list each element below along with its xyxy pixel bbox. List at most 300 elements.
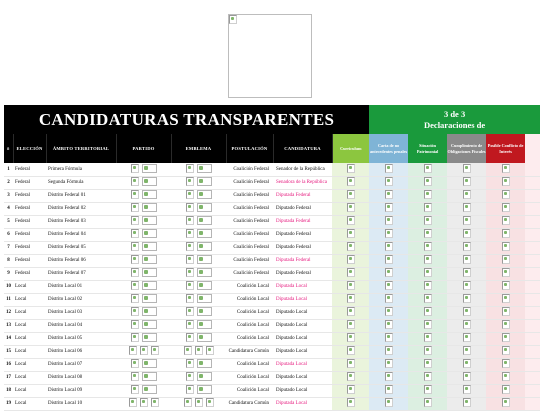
row-number: 9 — [4, 267, 13, 280]
row-conflicto — [486, 267, 525, 280]
conflicto-document-icon[interactable] — [502, 385, 510, 394]
conflicto-document-icon[interactable] — [502, 359, 510, 368]
emblem-image-icon — [197, 281, 212, 290]
curriculum-document-icon[interactable] — [347, 190, 355, 199]
row-postulacion: Coalición Federal — [226, 202, 273, 215]
party-logo-icon — [131, 203, 139, 212]
conflicto-document-icon[interactable] — [502, 203, 510, 212]
row-spacer — [525, 280, 540, 293]
row-spacer — [525, 176, 540, 189]
row-situacion — [408, 241, 447, 254]
carta-document-icon[interactable] — [385, 177, 393, 186]
row-ambito: Distrito Federal 02 — [46, 202, 116, 215]
row-curriculum — [332, 397, 369, 410]
table-row — [4, 345, 540, 358]
party-logo-icon — [131, 333, 139, 342]
situacion-document-icon[interactable] — [424, 268, 432, 277]
row-eleccion: Federal — [13, 267, 46, 280]
row-spacer — [525, 202, 540, 215]
row-eleccion: Local — [13, 293, 46, 306]
situacion-document-icon[interactable] — [424, 359, 432, 368]
fiscales-document-icon[interactable] — [463, 372, 471, 381]
row-conflicto — [486, 345, 525, 358]
row-emblema — [171, 189, 226, 202]
row-ambito: Segunda Fórmula — [46, 176, 116, 189]
curriculum-document-icon[interactable] — [347, 398, 355, 407]
row-partido — [116, 267, 171, 280]
party-image-icon — [142, 177, 157, 186]
row-emblema — [171, 397, 226, 410]
row-partido — [116, 384, 171, 397]
situacion-document-icon[interactable] — [424, 203, 432, 212]
conflicto-document-icon[interactable] — [502, 398, 510, 407]
row-candidatura: Diputado Federal — [273, 241, 332, 254]
curriculum-document-icon[interactable] — [347, 281, 355, 290]
party-image-icon — [142, 216, 157, 225]
conflicto-document-icon[interactable] — [502, 255, 510, 264]
situacion-document-icon[interactable] — [424, 177, 432, 186]
row-carta — [369, 371, 408, 384]
emblem-image-icon — [197, 190, 212, 199]
emblem-logo-icon — [186, 255, 194, 264]
conflicto-document-icon[interactable] — [502, 229, 510, 238]
row-emblema — [171, 254, 226, 267]
row-ambito: Distrito Local 01 — [46, 280, 116, 293]
row-carta — [369, 189, 408, 202]
row-curriculum — [332, 293, 369, 306]
carta-document-icon[interactable] — [385, 359, 393, 368]
party-image-icon — [142, 229, 157, 238]
badge-line-1: 3 de 3 — [443, 108, 466, 119]
emblem-logo-icon — [184, 398, 192, 407]
row-emblema — [171, 267, 226, 280]
row-emblema — [171, 241, 226, 254]
carta-document-icon[interactable] — [385, 385, 393, 394]
row-candidatura: Diputada Local — [273, 358, 332, 371]
fiscales-document-icon[interactable] — [463, 203, 471, 212]
page-title: CANDIDATURAS TRANSPARENTES — [4, 105, 369, 134]
row-ambito: Distrito Local 03 — [46, 306, 116, 319]
row-carta — [369, 293, 408, 306]
row-candidatura: Diputado Local — [273, 384, 332, 397]
row-spacer — [525, 228, 540, 241]
carta-document-icon[interactable] — [385, 346, 393, 355]
emblem-logo-icon — [206, 346, 214, 355]
curriculum-document-icon[interactable] — [347, 229, 355, 238]
row-ambito: Distrito Federal 01 — [46, 189, 116, 202]
row-conflicto — [486, 280, 525, 293]
row-number: 17 — [4, 371, 13, 384]
situacion-document-icon[interactable] — [424, 333, 432, 342]
situacion-document-icon[interactable] — [424, 320, 432, 329]
situacion-document-icon[interactable] — [424, 398, 432, 407]
fiscales-document-icon[interactable] — [463, 216, 471, 225]
curriculum-document-icon[interactable] — [347, 164, 355, 173]
row-postulacion: Coalición Local — [226, 371, 273, 384]
conflicto-document-icon[interactable] — [502, 333, 510, 342]
fiscales-document-icon[interactable] — [463, 229, 471, 238]
party-logo-icon — [131, 177, 139, 186]
row-ambito: Distrito Local 08 — [46, 371, 116, 384]
row-carta — [369, 358, 408, 371]
header-situacion-patrimonial: Situación Patrimonial — [408, 134, 447, 163]
row-situacion — [408, 345, 447, 358]
situacion-document-icon[interactable] — [424, 346, 432, 355]
emblem-logo-icon — [186, 385, 194, 394]
party-image-icon — [142, 372, 157, 381]
conflicto-document-icon[interactable] — [502, 320, 510, 329]
carta-document-icon[interactable] — [385, 164, 393, 173]
row-fiscales — [447, 345, 486, 358]
row-postulacion: Coalición Federal — [226, 228, 273, 241]
row-situacion — [408, 280, 447, 293]
row-postulacion: Coalición Federal — [226, 215, 273, 228]
fiscales-document-icon[interactable] — [463, 333, 471, 342]
row-postulacion: Coalición Local — [226, 306, 273, 319]
party-image-icon — [142, 268, 157, 277]
row-curriculum — [332, 371, 369, 384]
party-logo-icon — [131, 320, 139, 329]
row-eleccion: Federal — [13, 254, 46, 267]
row-ambito: Distrito Local 04 — [46, 319, 116, 332]
row-candidatura: Diputado Local — [273, 332, 332, 345]
curriculum-document-icon[interactable] — [347, 242, 355, 251]
header-curriculum: Curriculum — [332, 134, 369, 163]
row-number: 7 — [4, 241, 13, 254]
fiscales-document-icon[interactable] — [463, 177, 471, 186]
row-partido — [116, 228, 171, 241]
fiscales-document-icon[interactable] — [463, 281, 471, 290]
row-ambito: Distrito Federal 06 — [46, 254, 116, 267]
row-number: 1 — [4, 163, 13, 176]
row-fiscales — [447, 241, 486, 254]
emblem-logo-icon — [186, 307, 194, 316]
row-spacer — [525, 163, 540, 176]
emblem-logo-icon — [186, 190, 194, 199]
row-fiscales — [447, 215, 486, 228]
row-ambito: Distrito Local 02 — [46, 293, 116, 306]
curriculum-document-icon[interactable] — [347, 177, 355, 186]
row-partido — [116, 215, 171, 228]
party-image-icon — [142, 320, 157, 329]
emblem-logo-icon — [186, 216, 194, 225]
row-number: 19 — [4, 397, 13, 410]
curriculum-document-icon[interactable] — [347, 385, 355, 394]
row-curriculum — [332, 267, 369, 280]
carta-document-icon[interactable] — [385, 268, 393, 277]
row-conflicto — [486, 241, 525, 254]
row-postulacion: Candidatura Común — [226, 397, 273, 410]
conflicto-document-icon[interactable] — [502, 177, 510, 186]
table-row — [4, 228, 540, 241]
row-situacion — [408, 397, 447, 410]
curriculum-document-icon[interactable] — [347, 216, 355, 225]
row-postulacion: Coalición Local — [226, 332, 273, 345]
row-curriculum — [332, 319, 369, 332]
row-spacer — [525, 345, 540, 358]
carta-document-icon[interactable] — [385, 307, 393, 316]
emblem-image-icon — [197, 177, 212, 186]
row-situacion — [408, 215, 447, 228]
carta-document-icon[interactable] — [385, 203, 393, 212]
row-emblema — [171, 384, 226, 397]
curriculum-document-icon[interactable] — [347, 372, 355, 381]
carta-document-icon[interactable] — [385, 320, 393, 329]
conflicto-document-icon[interactable] — [502, 307, 510, 316]
row-candidatura: Diputada Federal — [273, 215, 332, 228]
row-curriculum — [332, 345, 369, 358]
emblem-logo-icon — [195, 346, 203, 355]
header-ambito: ÁMBITO TERRITORIAL — [46, 134, 116, 163]
row-partido — [116, 293, 171, 306]
row-emblema — [171, 163, 226, 176]
conflicto-document-icon[interactable] — [502, 242, 510, 251]
row-number: 14 — [4, 332, 13, 345]
row-curriculum — [332, 215, 369, 228]
row-spacer — [525, 371, 540, 384]
situacion-document-icon[interactable] — [424, 190, 432, 199]
curriculum-document-icon[interactable] — [347, 359, 355, 368]
row-ambito: Distrito Federal 03 — [46, 215, 116, 228]
table-row — [4, 319, 540, 332]
fiscales-document-icon[interactable] — [463, 320, 471, 329]
row-number: 15 — [4, 345, 13, 358]
row-carta — [369, 202, 408, 215]
row-curriculum — [332, 176, 369, 189]
row-conflicto — [486, 397, 525, 410]
emblem-logo-icon — [186, 281, 194, 290]
row-eleccion: Federal — [13, 215, 46, 228]
row-partido — [116, 280, 171, 293]
conflicto-document-icon[interactable] — [502, 268, 510, 277]
row-emblema — [171, 202, 226, 215]
row-curriculum — [332, 189, 369, 202]
row-partido — [116, 358, 171, 371]
curriculum-document-icon[interactable] — [347, 333, 355, 342]
row-ambito: Distrito Local 10 — [46, 397, 116, 410]
emblem-logo-icon — [186, 177, 194, 186]
table-row — [4, 189, 540, 202]
situacion-document-icon[interactable] — [424, 307, 432, 316]
row-partido — [116, 176, 171, 189]
row-eleccion: Local — [13, 371, 46, 384]
row-postulacion: Coalición Federal — [226, 254, 273, 267]
curriculum-document-icon[interactable] — [347, 320, 355, 329]
row-partido — [116, 202, 171, 215]
fiscales-document-icon[interactable] — [463, 164, 471, 173]
emblem-image-icon — [197, 216, 212, 225]
carta-document-icon[interactable] — [385, 216, 393, 225]
party-image-icon — [142, 242, 157, 251]
situacion-document-icon[interactable] — [424, 216, 432, 225]
situacion-document-icon[interactable] — [424, 229, 432, 238]
row-emblema — [171, 215, 226, 228]
curriculum-document-icon[interactable] — [347, 268, 355, 277]
row-candidatura: Diputado Federal — [273, 202, 332, 215]
situacion-document-icon[interactable] — [424, 385, 432, 394]
emblem-logo-icon — [186, 203, 194, 212]
row-situacion — [408, 384, 447, 397]
row-eleccion: Federal — [13, 202, 46, 215]
curriculum-document-icon[interactable] — [347, 203, 355, 212]
situacion-document-icon[interactable] — [424, 242, 432, 251]
carta-document-icon[interactable] — [385, 281, 393, 290]
row-carta — [369, 345, 408, 358]
row-postulacion: Coalición Local — [226, 358, 273, 371]
party-image-icon — [142, 281, 157, 290]
situacion-document-icon[interactable] — [424, 164, 432, 173]
row-ambito: Distrito Local 09 — [46, 384, 116, 397]
emblem-image-icon — [197, 333, 212, 342]
row-eleccion: Local — [13, 332, 46, 345]
row-fiscales — [447, 397, 486, 410]
row-spacer — [525, 215, 540, 228]
curriculum-document-icon[interactable] — [347, 294, 355, 303]
carta-document-icon[interactable] — [385, 294, 393, 303]
fiscales-document-icon[interactable] — [463, 398, 471, 407]
fiscales-document-icon[interactable] — [463, 255, 471, 264]
conflicto-document-icon[interactable] — [502, 372, 510, 381]
row-postulacion: Coalición Local — [226, 280, 273, 293]
fiscales-document-icon[interactable] — [463, 307, 471, 316]
carta-document-icon[interactable] — [385, 242, 393, 251]
party-logo-icon — [131, 385, 139, 394]
row-partido — [116, 319, 171, 332]
fiscales-document-icon[interactable] — [463, 190, 471, 199]
row-candidatura: Diputada Federal — [273, 254, 332, 267]
row-conflicto — [486, 384, 525, 397]
party-image-icon — [142, 255, 157, 264]
row-curriculum — [332, 384, 369, 397]
conflicto-document-icon[interactable] — [502, 346, 510, 355]
emblem-image-icon — [197, 242, 212, 251]
situacion-document-icon[interactable] — [424, 294, 432, 303]
row-fiscales — [447, 293, 486, 306]
row-candidatura: Diputado Local — [273, 319, 332, 332]
conflicto-document-icon[interactable] — [502, 216, 510, 225]
row-spacer — [525, 293, 540, 306]
emblem-image-icon — [197, 229, 212, 238]
row-eleccion: Local — [13, 280, 46, 293]
header-conflicto-interes: Posible Conflicto de Interés — [486, 134, 525, 163]
row-eleccion: Federal — [13, 163, 46, 176]
carta-document-icon[interactable] — [385, 190, 393, 199]
party-logo-icon — [131, 294, 139, 303]
row-spacer — [525, 319, 540, 332]
fiscales-document-icon[interactable] — [463, 268, 471, 277]
row-situacion — [408, 163, 447, 176]
row-partido — [116, 371, 171, 384]
row-curriculum — [332, 280, 369, 293]
row-conflicto — [486, 176, 525, 189]
carta-document-icon[interactable] — [385, 255, 393, 264]
row-candidatura: Diputada Local — [273, 280, 332, 293]
row-postulacion: Coalición Local — [226, 319, 273, 332]
row-number: 18 — [4, 384, 13, 397]
row-number: 11 — [4, 293, 13, 306]
table-row — [4, 163, 540, 176]
fiscales-document-icon[interactable] — [463, 385, 471, 394]
emblem-image-icon — [197, 268, 212, 277]
row-partido — [116, 254, 171, 267]
row-conflicto — [486, 319, 525, 332]
conflicto-document-icon[interactable] — [502, 281, 510, 290]
row-eleccion: Local — [13, 397, 46, 410]
row-partido — [116, 397, 171, 410]
row-emblema — [171, 358, 226, 371]
emblem-image-icon — [197, 255, 212, 264]
row-situacion — [408, 371, 447, 384]
row-ambito: Primera Fórmula — [46, 163, 116, 176]
row-postulacion: Coalición Local — [226, 384, 273, 397]
carta-document-icon[interactable] — [385, 372, 393, 381]
carta-document-icon[interactable] — [385, 229, 393, 238]
conflicto-document-icon[interactable] — [502, 164, 510, 173]
table-row — [4, 176, 540, 189]
fiscales-document-icon[interactable] — [463, 359, 471, 368]
party-logo-icon — [151, 398, 159, 407]
row-candidatura: Diputada Federal — [273, 189, 332, 202]
header-obligaciones-fiscales: Cumplimiento de Obligaciones Fiscales — [447, 134, 486, 163]
curriculum-document-icon[interactable] — [347, 255, 355, 264]
fiscales-document-icon[interactable] — [463, 294, 471, 303]
row-candidatura: Diputado Local — [273, 371, 332, 384]
emblem-image-icon — [197, 359, 212, 368]
row-fiscales — [447, 163, 486, 176]
emblem-image-icon — [197, 203, 212, 212]
situacion-document-icon[interactable] — [424, 255, 432, 264]
fiscales-document-icon[interactable] — [463, 346, 471, 355]
row-situacion — [408, 306, 447, 319]
badge-line-2: Declaraciones de — [424, 119, 486, 130]
row-number: 3 — [4, 189, 13, 202]
row-fiscales — [447, 358, 486, 371]
party-logo-icon — [131, 359, 139, 368]
table-row — [4, 397, 540, 410]
header-eleccion: ELECCIÓN — [13, 134, 46, 163]
row-postulacion: Candidatura Común — [226, 345, 273, 358]
row-candidatura: Diputada Local — [273, 293, 332, 306]
conflicto-document-icon[interactable] — [502, 294, 510, 303]
party-logo-icon — [131, 229, 139, 238]
emblem-logo-icon — [184, 346, 192, 355]
row-partido — [116, 332, 171, 345]
curriculum-document-icon[interactable] — [347, 307, 355, 316]
row-candidatura: Diputado Federal — [273, 228, 332, 241]
row-fiscales — [447, 280, 486, 293]
header-partido: PARTIDO — [116, 134, 171, 163]
situacion-document-icon[interactable] — [424, 281, 432, 290]
curriculum-document-icon[interactable] — [347, 346, 355, 355]
row-fiscales — [447, 254, 486, 267]
conflicto-document-icon[interactable] — [502, 190, 510, 199]
emblem-logo-icon — [186, 333, 194, 342]
row-situacion — [408, 358, 447, 371]
row-emblema — [171, 293, 226, 306]
situacion-document-icon[interactable] — [424, 372, 432, 381]
row-situacion — [408, 202, 447, 215]
carta-document-icon[interactable] — [385, 398, 393, 407]
fiscales-document-icon[interactable] — [463, 242, 471, 251]
party-logo-icon — [131, 216, 139, 225]
row-number: 2 — [4, 176, 13, 189]
row-postulacion: Coalición Federal — [226, 176, 273, 189]
table-row — [4, 202, 540, 215]
party-logo-icon — [131, 242, 139, 251]
carta-document-icon[interactable] — [385, 333, 393, 342]
row-candidatura: Diputada Local — [273, 397, 332, 410]
row-partido — [116, 189, 171, 202]
